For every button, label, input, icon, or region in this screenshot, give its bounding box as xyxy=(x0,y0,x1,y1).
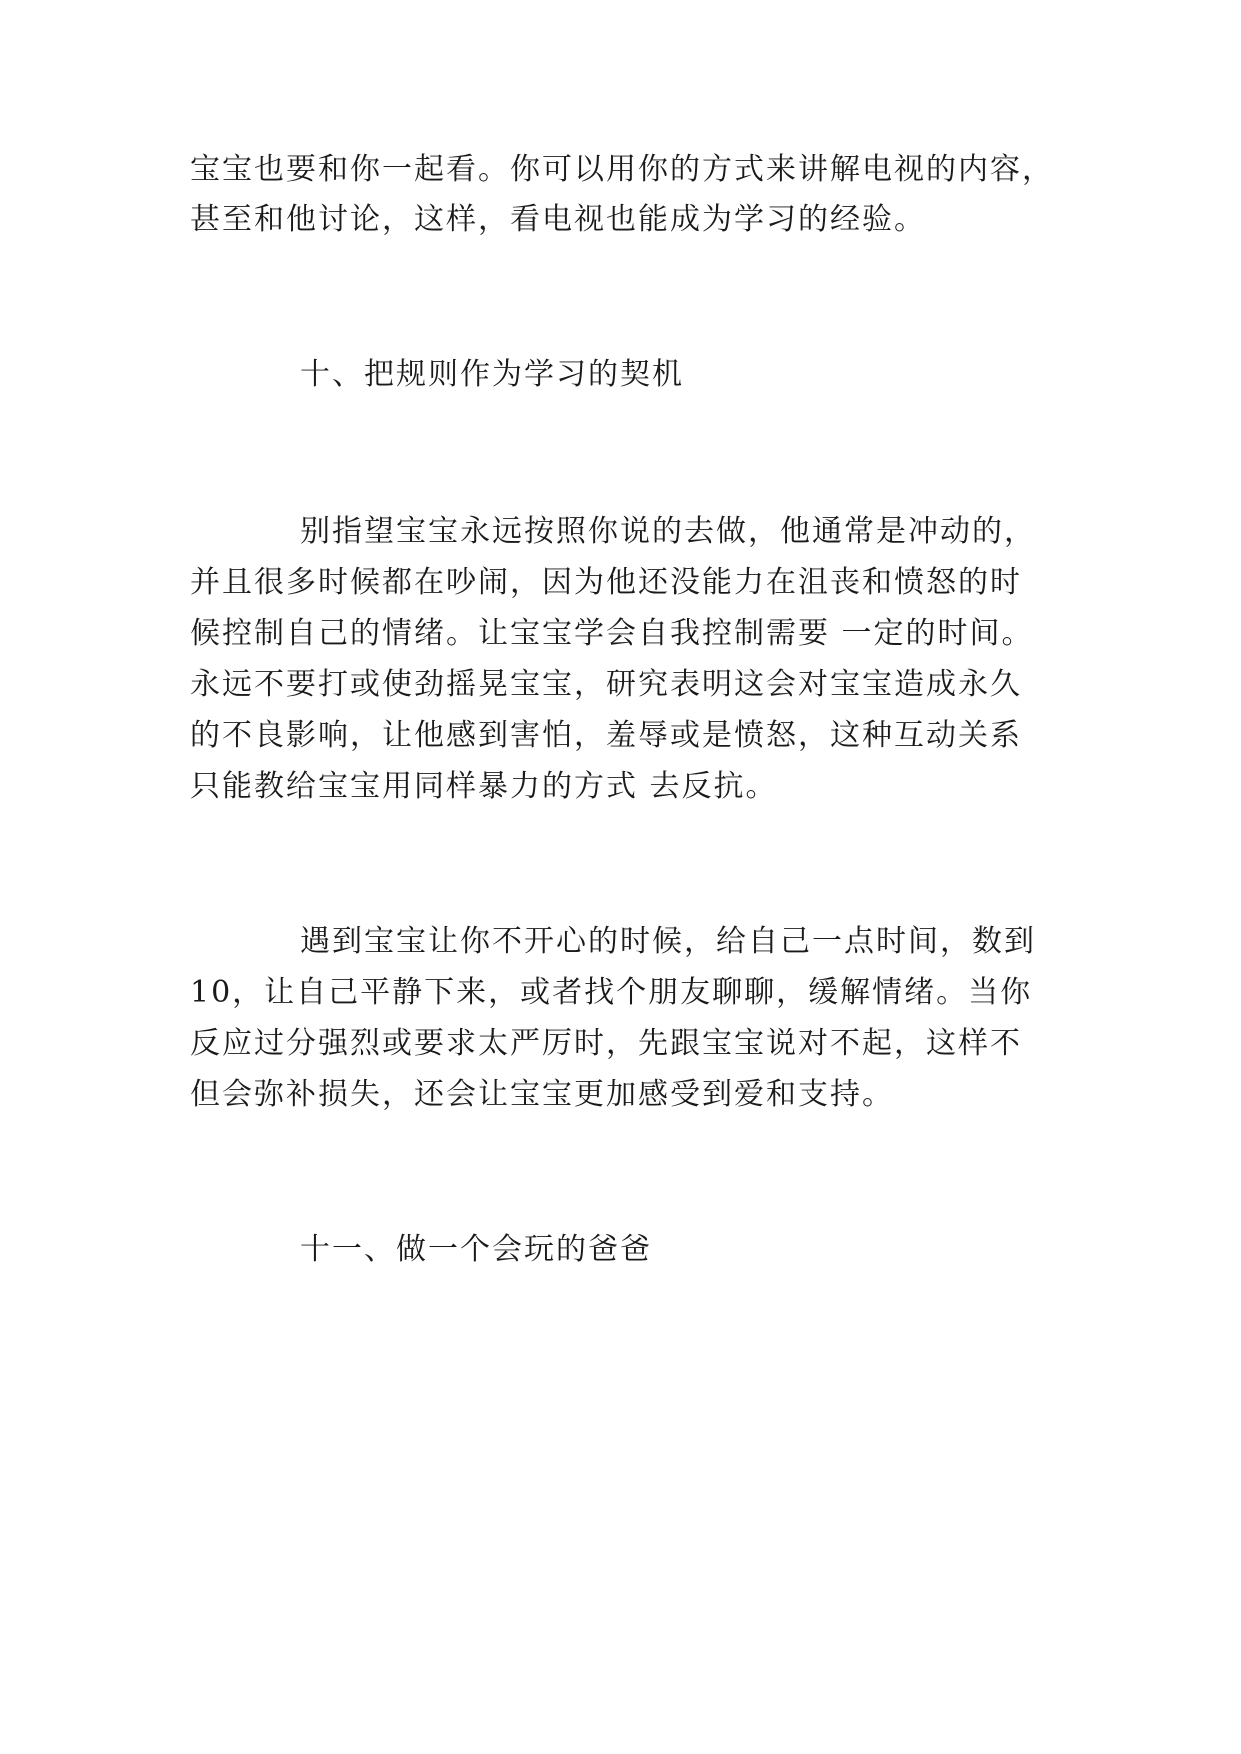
heading-text: 十一、做一个会玩的爸爸 xyxy=(300,1232,652,1267)
text-line: 的不良影响，让他感到害怕，羞辱或是愤怒，这种互动关系 xyxy=(190,718,1022,753)
text-line: 永远不要打或使劲摇晃宝宝，研究表明这会对宝宝造成永久 xyxy=(190,667,1022,702)
text-line: 宝宝也要和你一起看。你可以用你的方式来讲解电视的内容， xyxy=(190,152,1054,187)
text-line: 10，让自己平静下来，或者找个朋友聊聊，缓解情绪。当你 xyxy=(190,975,1033,1010)
text-line: 候控制自己的情绪。让宝宝学会自我控制需要 一定的时间。 xyxy=(190,616,1034,651)
text-line: 反应过分强烈或要求太严厉时，先跟宝宝说对不起，这样不 xyxy=(190,1026,1022,1061)
text-line: 甚至和他讨论，这样，看电视也能成为学习的经验。 xyxy=(190,202,926,237)
text-line: 别指望宝宝永远按照你说的去做，他通常是冲动的， xyxy=(300,514,1036,549)
text-line: 并且很多时候都在吵闹，因为他还没能力在沮丧和愤怒的时 xyxy=(190,565,1022,600)
heading-text: 十、把规则作为学习的契机 xyxy=(300,357,684,392)
text-line: 但会弥补损失，还会让宝宝更加感受到爱和支持。 xyxy=(190,1077,894,1112)
text-line: 只能教给宝宝用同样暴力的方式 去反抗。 xyxy=(190,769,778,804)
text-line: 遇到宝宝让你不开心的时候，给自己一点时间，数到 xyxy=(300,924,1036,959)
